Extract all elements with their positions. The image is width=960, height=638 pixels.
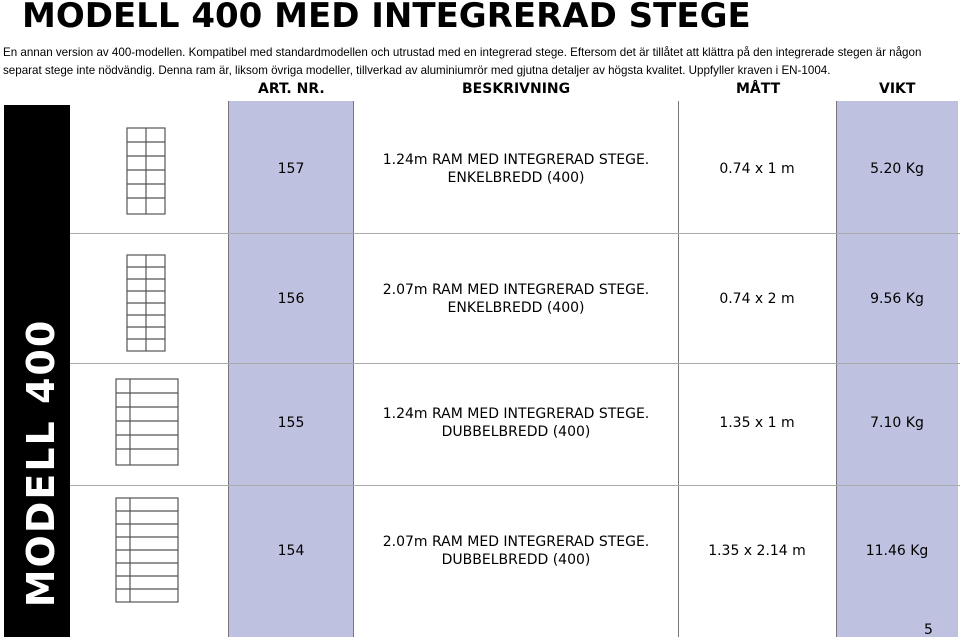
art-nr-cell: 157 [277, 161, 305, 177]
header-description: BESKRIVNING [462, 81, 571, 97]
page-title: MODELL 400 MED INTEGRERAD STEGE [22, 0, 751, 36]
description-line2: DUBBELBREDD (400) [441, 552, 591, 568]
art-nr-cell: 156 [277, 291, 305, 307]
weight-cell: 9.56 Kg [870, 291, 924, 307]
row-separator [70, 363, 960, 364]
description-line1: 2.07m RAM MED INTEGRERAD STEGE. [382, 282, 650, 298]
side-label: MODELL 400 [19, 318, 63, 608]
double-width-tall-frame-icon [114, 496, 180, 604]
side-bar [4, 105, 70, 637]
header-dimensions: MÅTT [736, 81, 781, 97]
intro-paragraph: En annan version av 400-modellen. Kompatibel med standardmodellen och utrustad med en integrerad stege. Eftersom det är tillåtet att klättra på den integrerade stegen är någon separat stege inte nödvändig. Denna ram är, liksom övriga modeller, tillverkad av aluminiumrör med gjutna detaljer av högsta kvalitet. Uppfyller kraven i EN-1004. [3, 46, 922, 77]
art-nr-cell: 154 [277, 543, 305, 559]
weight-cell: 11.46 Kg [865, 543, 929, 559]
description-line2: ENKELBREDD (400) [447, 300, 585, 316]
weight-cell: 7.10 Kg [870, 415, 924, 431]
description-line1: 1.24m RAM MED INTEGRERAD STEGE. [382, 152, 650, 168]
single-width-short-frame-icon [125, 126, 167, 216]
description-line1: 1.24m RAM MED INTEGRERAD STEGE. [382, 406, 650, 422]
dimension-cell: 1.35 x 2.14 m [708, 543, 806, 559]
single-width-tall-frame-icon [125, 253, 167, 353]
dimension-cell: 1.35 x 1 m [719, 415, 795, 431]
page-number: 5 [924, 622, 933, 638]
header-weight: VIKT [879, 81, 916, 97]
description-line1: 2.07m RAM MED INTEGRERAD STEGE. [382, 534, 650, 550]
weight-cell: 5.20 Kg [870, 161, 924, 177]
dimension-cell: 0.74 x 1 m [719, 161, 795, 177]
row-separator [70, 485, 960, 486]
double-width-short-frame-icon [114, 377, 180, 467]
description-line2: DUBBELBREDD (400) [441, 424, 591, 440]
description-line2: ENKELBREDD (400) [447, 170, 585, 186]
header-art-nr: ART. NR. [258, 81, 325, 97]
dimension-cell: 0.74 x 2 m [719, 291, 795, 307]
row-separator [70, 233, 960, 234]
art-nr-cell: 155 [277, 415, 305, 431]
